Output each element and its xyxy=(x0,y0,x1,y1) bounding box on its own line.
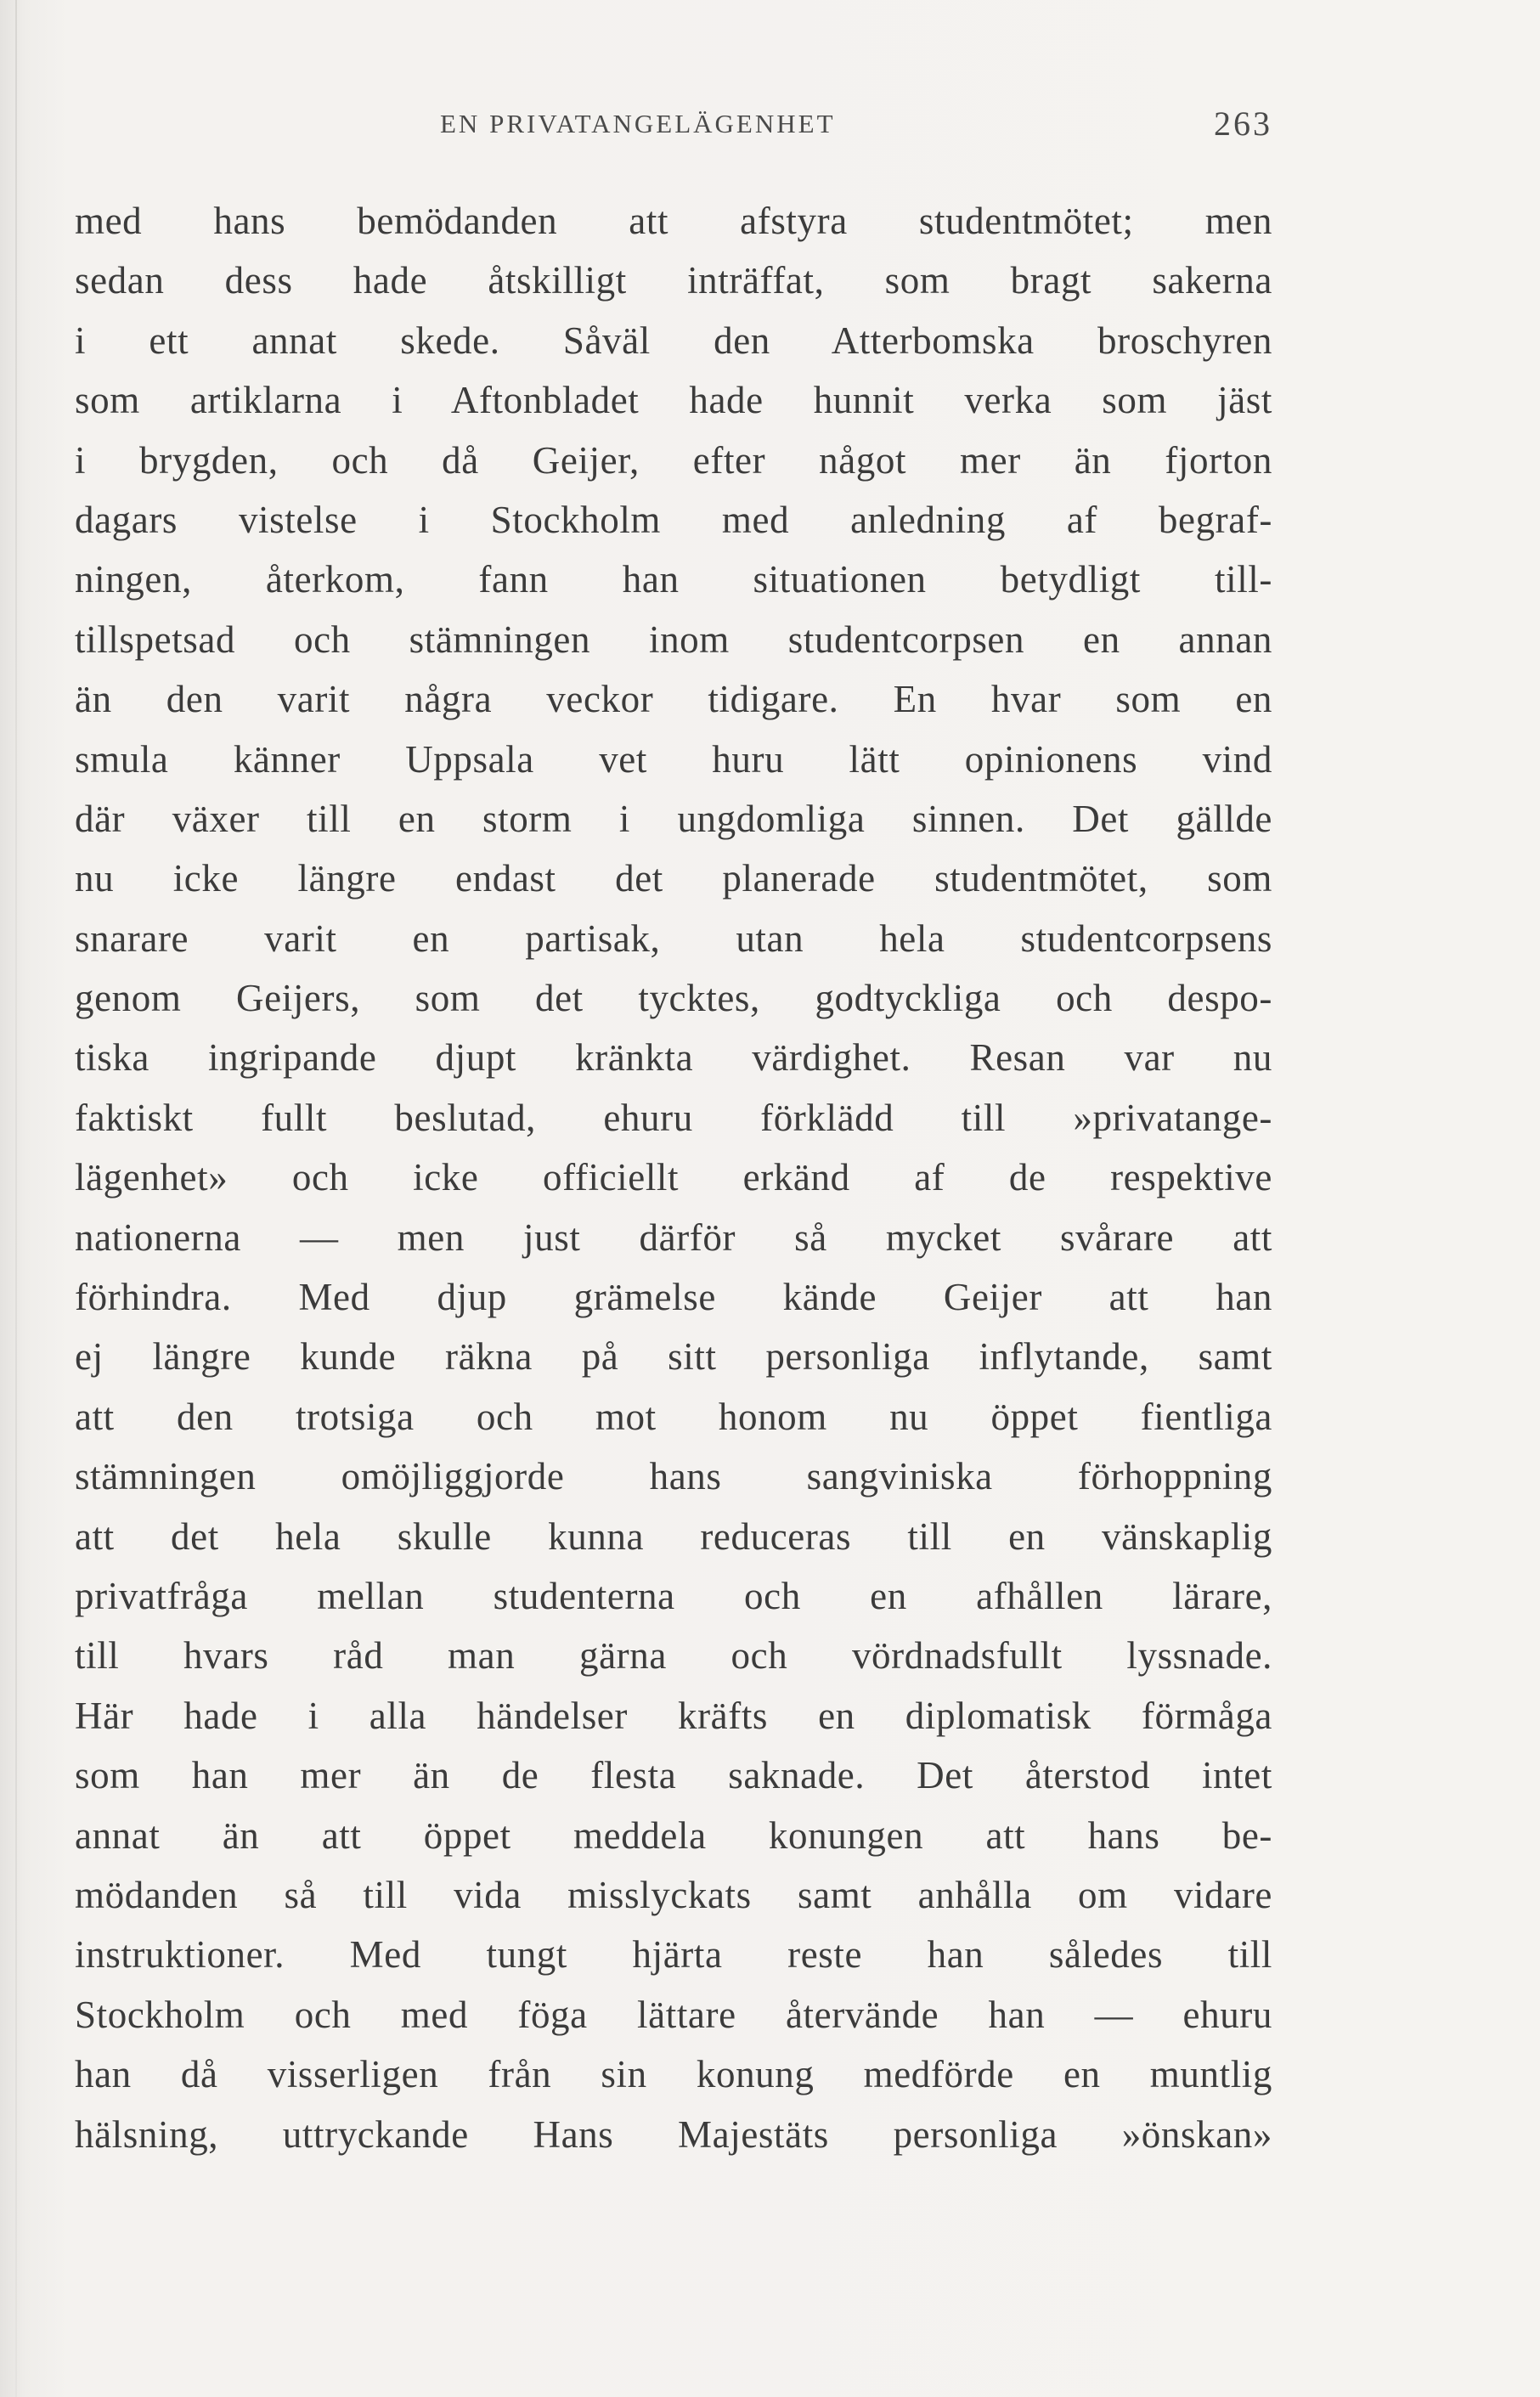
text-line: Här hade i alla händelser kräfts en diplomatisk förmåga xyxy=(75,1694,1272,1737)
text-line: som artiklarna i Aftonbladet hade hunnit verka som jäst xyxy=(75,379,1272,422)
text-line: förhindra. Med djup grämelse kände Geijer att han xyxy=(75,1276,1272,1319)
text-line: smula känner Uppsala vet huru lätt opinionens vind xyxy=(75,737,1272,781)
text-line: än den varit några veckor tidigare. En hvar som en xyxy=(75,678,1272,721)
text-line: som han mer än de flesta saknade. Det återstod intet xyxy=(75,1754,1272,1797)
text-line: genom Geijers, som det tycktes, godtyckliga och despo- xyxy=(75,977,1272,1020)
text-line: tiska ingripande djupt kränkta värdighet. Resan var nu xyxy=(75,1036,1272,1080)
text-line: Stockholm och med föga lättare återvände han — ehuru xyxy=(75,1993,1272,2036)
text-line: stämningen omöjliggjorde hans sangviniska förhoppning xyxy=(75,1455,1272,1498)
text-line: i ett annat skede. Såväl den Atterbomska broschyren xyxy=(75,319,1272,362)
text-line: privatfråga mellan studenterna och en afhållen lärare, xyxy=(75,1574,1272,1617)
text-line: till hvars råd man gärna och vördnadsfullt lyssnade. xyxy=(75,1634,1272,1678)
text-line: tillspetsad och stämningen inom studentcorpsen en annan xyxy=(75,618,1272,661)
text-line: snarare varit en partisak, utan hela studentcorpsens xyxy=(75,916,1272,960)
text-line: annat än att öppet meddela konungen att hans be- xyxy=(75,1813,1272,1857)
text-line: sedan dess hade åtskilligt inträffat, som bragt sakerna xyxy=(75,259,1272,302)
text-line: med hans bemödanden att afstyra studentmötet; men xyxy=(75,200,1272,242)
text-line: dagars vistelse i Stockholm med anledning af begraf- xyxy=(75,498,1272,541)
running-head xyxy=(75,100,1272,151)
running-head-title: EN PRIVATANGELÄGENHET xyxy=(440,109,836,138)
text-line: nu icke längre endast det planerade studentmötet, som xyxy=(75,857,1272,900)
text-line: hälsning, uttryckande Hans Majestäts personliga »önskan» xyxy=(75,2112,1272,2156)
text-line: mödanden så till vida misslyckats samt anhålla om vidare xyxy=(75,1873,1272,1916)
text-line: där växer till en storm i ungdomliga sinnen. Det gällde xyxy=(75,797,1272,840)
text-line: ej längre kunde räkna på sitt personliga inflytande, samt xyxy=(75,1335,1272,1379)
text-line: han då visserligen från sin konung medförde en muntlig xyxy=(75,2053,1272,2096)
page-gutter-shadow xyxy=(15,0,17,2397)
text-line: att den trotsiga och mot honom nu öppet fientliga xyxy=(75,1395,1272,1438)
text-line: lägenhet» och icke officiellt erkänd af de respektive xyxy=(75,1156,1272,1199)
page-number: 263 xyxy=(1214,104,1272,143)
text-line: ningen, återkom, fann han situationen betydligt till- xyxy=(75,558,1272,601)
body-text xyxy=(75,191,1272,2164)
text-line: att det hela skulle kunna reduceras till en vänskaplig xyxy=(75,1514,1272,1558)
text-line: nationerna — men just därför så mycket svårare att xyxy=(75,1215,1272,1259)
text-line: instruktioner. Med tungt hjärta reste han således till xyxy=(75,1933,1272,1977)
text-line: faktiskt fullt beslutad, ehuru förklädd till »privatange- xyxy=(75,1096,1272,1139)
text-line: i brygden, och då Geijer, efter något mer än fjorton xyxy=(75,438,1272,482)
